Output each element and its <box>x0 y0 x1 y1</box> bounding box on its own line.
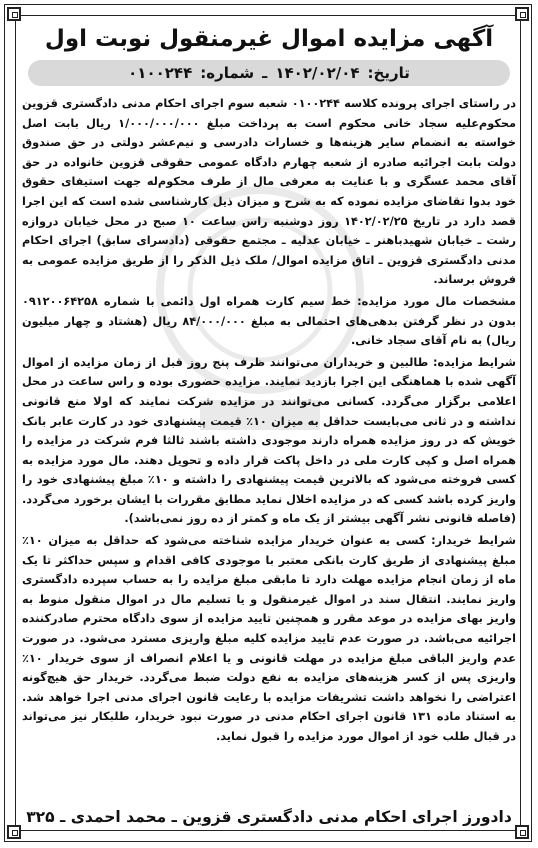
notice-meta-bar <box>28 60 510 86</box>
meta-separator: ـ <box>262 64 268 82</box>
paragraph-auction-terms: شرایط مزایده: طالبین و خریداران می‌توانند ظرف پنج روز قبل از زمان مزایده از اموال آگهی شده با هماهنگی این اجرا بازدید نمایند. مزایده حضوری بوده و راس ساعت در محل اعلامی برگزار می‌گردد. کسانی می‌توانند در مزایده شرکت نمایند که اولا منع قانونی نداشته و در ثانی می‌بایست حداقل به میزان ۱۰٪ قیمت پیشنهادی خود در کارت عابر بانک خویش که در روز مزایده همراه دارند موجودی داشته باشند ثالثا فرم شرکت در مزایده را همراه اصل و کپی کارت ملی در داخل پاکت قرار داده و تحویل دهند. مال مورد مزایده به کسی فروخته می‌شود که بالاترین قیمت پیشنهادی را داشته و ۱۰٪ مبلغ پیشنهادی خود را واریز کرده باشد کسی که در مزایده اخلال نماید مطابق مقررات با ایشان برخورد می‌گردد. (فاصله قانونی نشر آگهی بیشتر از یک ماه و کمتر از ده روز نمی‌باشد). <box>22 355 516 526</box>
notice-title: آگهی مزایده اموال غیرمنقول نوبت اول <box>44 26 494 52</box>
paragraph-property-specs: مشخصات مال مورد مزایده: خط سیم کارت همراه اول دائمی با شماره ۰۹۱۲۰۰۶۴۲۵۸ بدون در نظر گرفتن بدهی‌های احتمالی به مبلغ ۸۴/۰۰۰/۰۰۰ ریال (هشتاد و چهار میلیون ریال) به نام آقای سجاد خانی. <box>22 294 516 348</box>
notice-footer-signature: دادورز اجرای احکام مدنی دادگستری قزوین ـ محمد احمدی ـ ۳۲۵ <box>26 808 512 826</box>
date-value: ۱۴۰۲/۰۲/۰۴ <box>275 64 360 82</box>
number-label: شماره: <box>200 64 255 82</box>
paragraph-intro: در راستای اجرای پرونده کلاسه ۰۱۰۰۲۴۴ شعبه سوم اجرای احکام مدنی دادگستری قزوین محکوم‌علیه سجاد خانی محکوم است به پرداخت مبلغ ۱/۰۰۰/۰۰۰/۰۰۰ ریال بابت اصل خواسته به انضمام سایر هزینه‌ها و خسارات دادرسی و نیم‌عشر دولتی در حق صندوق دولت بابت اجرائیه صادره از شعبه چهارم دادگاه عمومی حقوقی قزوین خانواده در حق آقای محمد عسگری و با عنایت به معرفی مال از طرف محکوم‌له جهت استیفای حقوق خود بدوا تقاضای مزایده نموده که به شرح و میزان ذیل کارشناسی شده است که این اجرا قصد دارد در تاریخ ۱۴۰۲/۰۲/۲۵ روز دوشنبه راس ساعت ۱۰ صبح در محل خیابان دروازه رشت ـ خیابان شهیدباهنر ـ خیابان عدلیه ـ مجتمع حقوقی (دادسرای سابق) اجرای احکام مدنی دادگستری قزوین ـ اتاق مزایده اموال/ ملک ذیل الذکر را از طریق مزایده عمومی به فروش برساند. <box>22 97 517 287</box>
corner-ornament-icon <box>515 7 529 21</box>
corner-ornament-icon <box>515 825 529 839</box>
corner-ornament-icon <box>7 7 21 21</box>
date-label: تاریخ: <box>367 64 410 82</box>
notice-body <box>22 94 516 747</box>
number-value: ۰۱۰۰۲۴۴ <box>128 64 193 82</box>
notice-content <box>22 22 516 828</box>
paragraph-buyer-terms: شرایط خریدار: کسی به عنوان خریدار مزایده شناخته می‌شود که حداقل به میزان ۱۰٪ مبلغ پیشنهادی از طریق کارت بانکی معتبر با موجودی کافی اقدام و سپس حداکثر تا یک ماه از زمان انجام مزایده مهلت دارد تا مابقی مبلغ مزایده را به حساب سپرده دادگستری واریز نمایند. انتقال سند در اموال غیرمنقول و یا تسلیم مال در اموال منقول منوط به واریز بهای مزایده در موعد مقرر و همچنین تایید مزایده از سوی دادگاه محترم صادرکننده اجرائیه می‌باشد. در صورت عدم تایید مزایده کلیه مبلغ واریزی مسترد می‌شود. در صورت عدم واریز الباقی مبلغ مزایده در مهلت قانونی و یا اعلام انصراف از سوی خریدار ۱۰٪ واریزی پس از کسر هزینه‌های مزایده به نفع دولت ضبط می‌گردد. خریدار حق هیچ‌گونه اعتراضی را نخواهد داشت تشریفات مزایده با رعایت قانون اجرای مدنی اجرا خواهد شد. به استناد ماده ۱۳۱ قانون اجرای احکام مدنی در صورت نبود خریدار، طلبکار نیز می‌تواند در قبال طلب خود از اموال مورد مزایده را قبول نماید. <box>22 534 516 743</box>
corner-ornament-icon <box>7 825 21 839</box>
